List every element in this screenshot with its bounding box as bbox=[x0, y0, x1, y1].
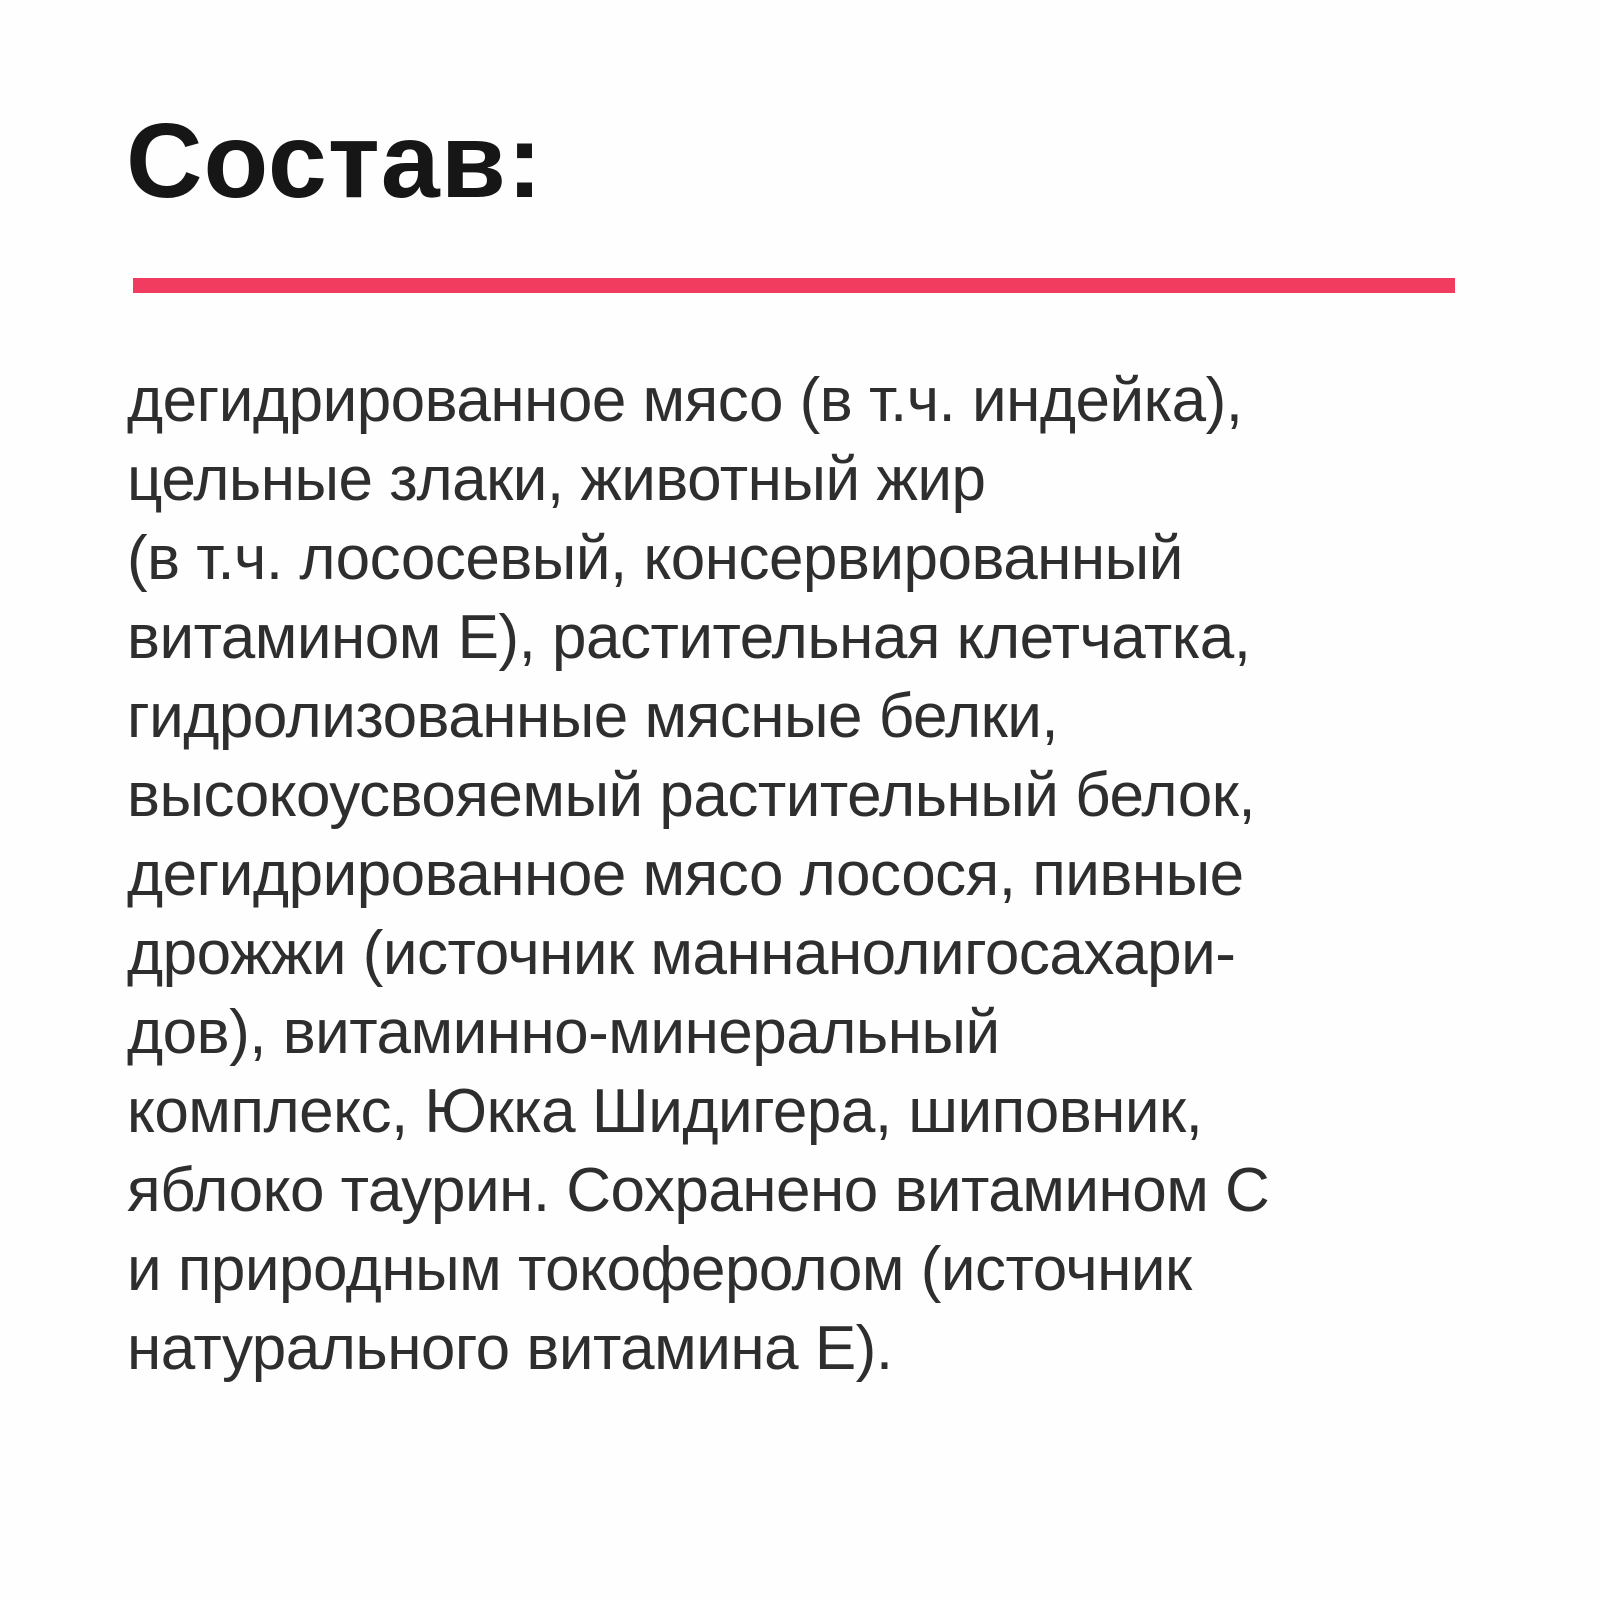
body-line: яблоко таурин. Сохранено витамином С bbox=[127, 1156, 1270, 1225]
body-line: цельные злаки, животный жир bbox=[127, 445, 986, 514]
body-line: и природным токоферолом (источник bbox=[127, 1235, 1192, 1304]
body-line: гидролизованные мясные белки, bbox=[127, 682, 1059, 751]
body-line: комплекс, Юкка Шидигера, шиповник, bbox=[127, 1077, 1203, 1146]
body-line: дегидрированное мясо лосося, пивные bbox=[127, 840, 1244, 909]
body-line: дов), витаминно-минеральный bbox=[127, 998, 1000, 1067]
body-line: дегидрированное мясо (в т.ч. индейка), bbox=[127, 366, 1243, 435]
body-line: дрожжи (источник маннанолигосахари- bbox=[127, 919, 1236, 988]
accent-divider bbox=[133, 278, 1455, 293]
body-line: (в т.ч. лососевый, консервированный bbox=[127, 524, 1183, 593]
ingredients-text bbox=[127, 361, 1487, 1388]
body-line: витамином Е), растительная клетчатка, bbox=[127, 603, 1251, 672]
page-title: Состав: bbox=[126, 102, 544, 220]
body-line: высокоусвояемый растительный белок, bbox=[127, 761, 1256, 830]
body-line: натурального витамина Е). bbox=[127, 1314, 893, 1383]
